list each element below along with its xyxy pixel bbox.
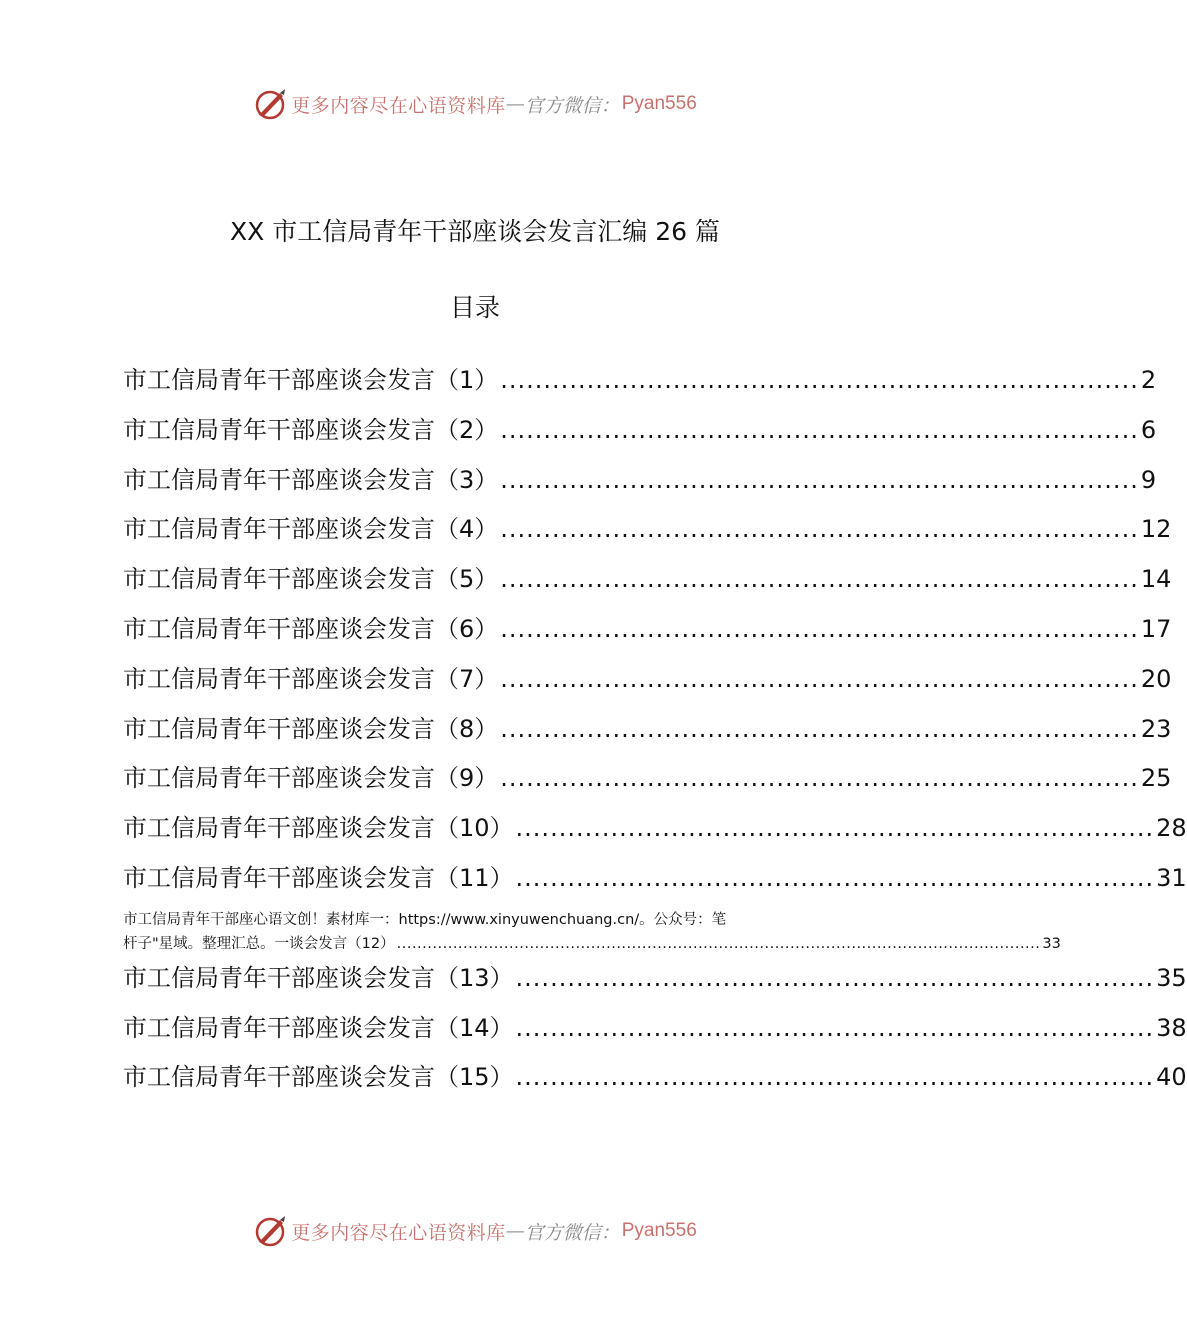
toc-entry-page: 17 [1140,614,1172,643]
toc-entry[interactable] [123,609,1172,659]
toc-special-line2 [123,932,1061,956]
toc-dot-leader: .......................................................................... [515,814,1155,843]
toc-entry[interactable] [123,559,1172,609]
toc-entry-label: 市工信局青年干部座谈会发言（11） [123,863,514,892]
toc-dot-leader: .......................................................................... [500,465,1139,494]
banner-official-label: 官方微信： [524,94,620,117]
toc-entry[interactable] [123,509,1172,559]
toc-entry-page: 31 [1156,863,1187,892]
quill-logo-icon [253,1214,287,1248]
banner-wechat-id: Pyan556 [621,93,697,114]
toc-entry-page: 28 [1156,814,1187,843]
toc-dot-leader: .......................................................................... [515,1013,1155,1042]
toc-dot-leader: .......................................................................... [500,515,1139,544]
toc-dot-leader: .......................................................................... [500,614,1139,643]
toc-dot-leader: .......................................................................... [500,415,1139,444]
toc-heading: 目录 [449,293,500,322]
toc-entry-page: 20 [1140,664,1172,693]
toc-entry-label: 市工信局青年干部座谈会发言（14） [123,1013,514,1042]
toc-dot-leader: .......................................................................... [515,1063,1155,1092]
toc-entry-label: 市工信局青年干部座谈会发言（15） [123,1063,514,1092]
banner-separator: — [505,93,525,115]
toc-entry-label: 市工信局青年干部座谈会发言（4） [123,515,499,544]
toc-entry[interactable] [123,1008,1187,1058]
toc-entry[interactable] [123,709,1172,759]
toc-entry-label: 市工信局青年干部座谈会发言（6） [123,614,499,643]
toc-entry[interactable] [123,858,1187,908]
banner-text: 更多内容尽在心语资料库 [291,1221,506,1244]
toc-entry-label: 市工信局青年干部座谈会发言（3） [123,465,499,494]
toc-entry[interactable] [123,758,1172,808]
toc-entry[interactable] [123,808,1187,858]
toc-dot-leader: .......................................................................... [515,863,1155,892]
toc-dot-leader: .......................................................................... [500,565,1139,594]
toc-entry-label: 市工信局青年干部座谈会发言（9） [123,764,499,793]
toc-entry[interactable] [123,958,1187,1008]
table-of-contents [123,360,1187,1107]
banner-separator: — [505,1220,525,1242]
toc-entry-page: 14 [1140,565,1172,594]
toc-entry-label: 市工信局青年干部座谈会发言（5） [123,565,499,594]
toc-entry-label: 市工信局青年干部座谈会发言（7） [123,664,499,693]
toc-entry-label: 市工信局青年干部座谈会发言（1） [123,366,499,394]
toc-entry-page: 12 [1140,515,1172,544]
toc-entry-page: 23 [1140,714,1172,743]
toc-dot-leader: .............................................................................................................................. [396,935,1041,952]
toc-entry-page: 2 [1140,366,1157,394]
toc-entry-label: 市工信局青年干部座谈会发言（2） [123,415,499,444]
document-title: XX 市工信局青年干部座谈会发言汇编 26 篇 [230,217,720,246]
toc-entry-page: 38 [1156,1013,1187,1042]
toc-entry[interactable] [123,360,1157,410]
toc-dot-leader: .......................................................................... [500,366,1139,394]
toc-entry-page: 40 [1156,1063,1187,1092]
toc-special-label: 杆子"星域。整理汇总。一谈会发言（12） [123,935,395,952]
toc-entry-page: 9 [1140,465,1157,494]
toc-entry-page: 25 [1140,764,1172,793]
footer-banner [0,1211,950,1251]
banner-official-label: 官方微信： [524,1221,620,1244]
header-banner [0,84,950,124]
toc-dot-leader: .......................................................................... [500,764,1139,793]
toc-entry-page: 35 [1156,963,1187,992]
toc-special-line1: 市工信局青年干部座心语文创！素材库一：https://www.xinyuwenchuang.cn/。公众号：笔 [123,911,727,928]
toc-entry-page: 6 [1140,415,1157,444]
toc-dot-leader: .......................................................................... [500,664,1139,693]
toc-entry-label: 市工信局青年干部座谈会发言（10） [123,814,514,843]
toc-dot-leader: .......................................................................... [500,714,1139,743]
toc-special-page: 33 [1042,935,1061,952]
toc-entry[interactable] [123,1057,1187,1107]
toc-entry[interactable] [123,659,1172,709]
toc-dot-leader: .......................................................................... [515,963,1155,992]
toc-entry-special[interactable] [123,908,1061,958]
quill-logo-icon [253,87,287,121]
toc-entry-label: 市工信局青年干部座谈会发言（8） [123,714,499,743]
toc-entry[interactable] [123,460,1157,510]
banner-wechat-id: Pyan556 [621,1220,697,1241]
toc-entry-label: 市工信局青年干部座谈会发言（13） [123,963,514,992]
toc-entry[interactable] [123,410,1157,460]
banner-text: 更多内容尽在心语资料库 [291,94,506,117]
